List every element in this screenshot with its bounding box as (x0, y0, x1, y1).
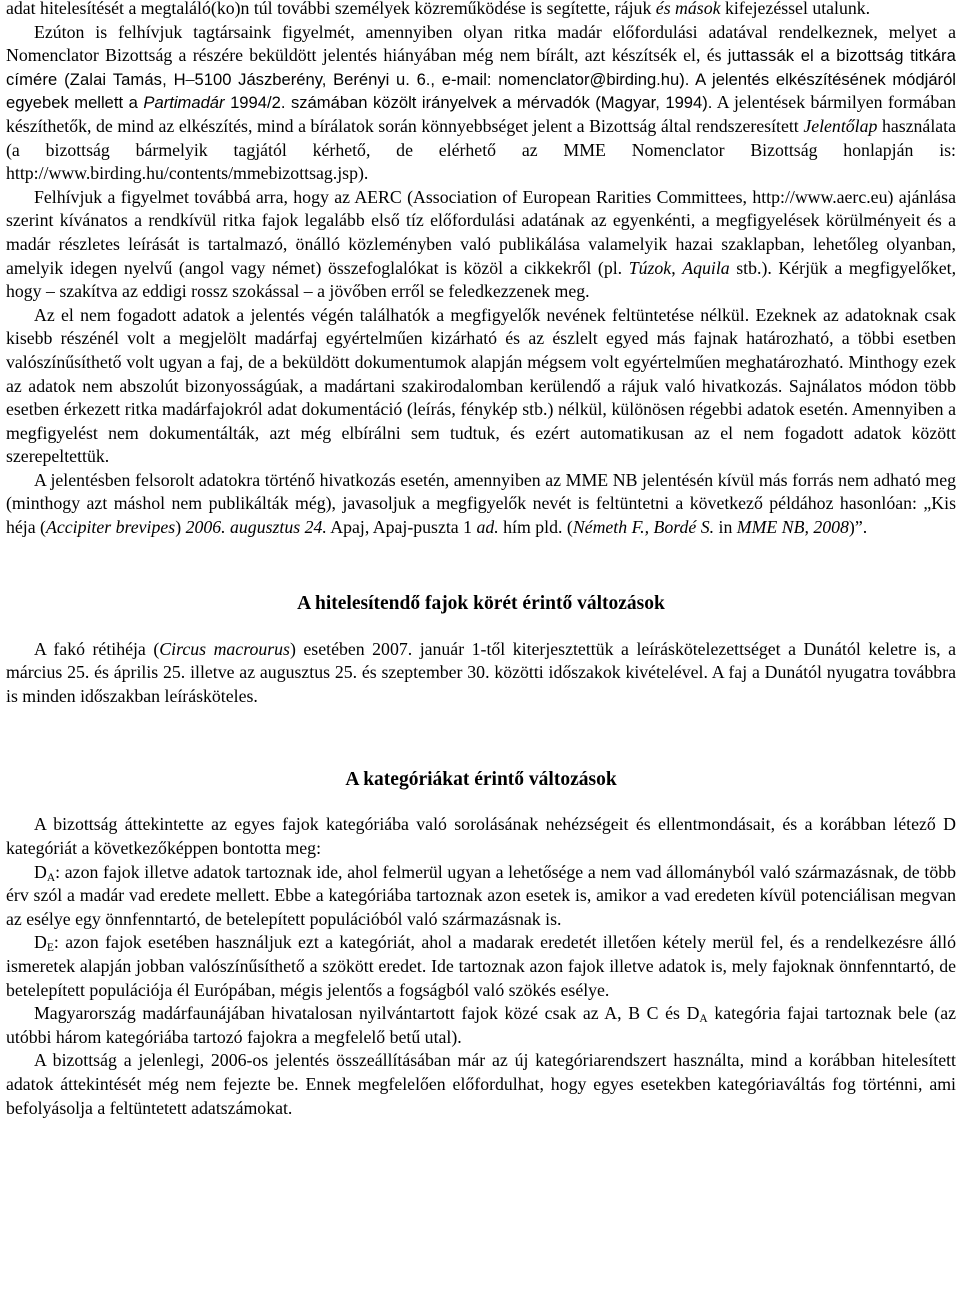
text-run: kifejezéssel utalunk. (720, 0, 871, 18)
italic-run: ad. (476, 517, 499, 538)
italic-run: Partimadár (143, 93, 225, 113)
text-run: A jelentések bármilyen formában készíthetők, de mind az elkészítés, mind a bírálatok során könnyebbséget jelent a Bizottság által rendszeresített (6, 92, 957, 136)
category-subscript: A (46, 871, 56, 884)
text-run: : azon fajok illetve adatok tartoznak ide, ahol felmerül ugyan a lehetősége a nem vad állományból való származásnak, de több érv szól a madár vad eredete mellett. Ebbe a kategóriába tartoznak azon esetek is, amikor a vad eredeten kívül potenciálisan megvan az esélye egy önnfenntartó, de betelepített populációból való származásnak is. (6, 861, 956, 929)
section-heading-species-changes: A hitelesítendő fajok körét érintő változások (297, 592, 665, 614)
category-letter: D (34, 861, 47, 882)
text-run: A fakó rétihéja ( (34, 638, 160, 659)
italic-run: Accipiter brevipes (45, 517, 176, 538)
text-run: in (714, 517, 737, 538)
text-run: használata (a bizottság bármelyik tagjától kérhető, de elérhető az MME Nomenclator Bizottság honlapján is: http://www.birding.hu/contents/mmebizottsag.jsp). (6, 115, 956, 184)
text-run: hím pld. ( (498, 517, 573, 538)
text-run: ) (175, 517, 186, 538)
italic-run: MME NB, 2008 (736, 517, 849, 538)
paragraph-rejected-records: Az el nem fogadott adatok a jelentés végén találhatók a megfigyelők nevének feltüntetése nélkül. Ezeknek az adatoknak csak kisebb részénél volt a megjelölt madárfaj egyértelműen kizárható és az észlelt egyed más fajnak határozható, a többi esetben valószínűsíthető volt ugyan a faj, de a beküldött dokumentumok alapján mégsem volt egyértelműen meghatározható. Minthogy ezek az adatok nem abszolút bizonyosságúak, a madártani szakirodalomban kerülendő a rájuk való hivatkozás. Sajnálatos módon több esetben érkezett ritka madárfajokról adat dokumentáció (leírás, fénykép stb.) nélkül, különösen régebbi adatok esetén. Amennyiben a megfigyelést nem dokumentálták, azt még elbírálni sem tudtuk, és ezért automatikusan az el nem fogadott adatok között szerepeltettük. (6, 304, 956, 467)
text-run: A jelentésben felsorolt adatokra történő hivatkozás esetén, amennyiben az MME NB jelentésén kívül más forrás nem adható meg (minthogy azt máshol nem publikálták még), javasoljuk a megfigyelők nevét is feltüntetni a következő példához hasonlóan: „Kis héja ( (6, 469, 956, 538)
text-run: , (671, 257, 683, 278)
text-run: kategória fajai tartoznak bele (az utóbbi három kategóriába tartozó fajokra a megfelelő betű utal). (6, 1003, 957, 1047)
paragraph-category-da (6, 861, 956, 932)
paragraph-category-review: A bizottság áttekintette az egyes fajok kategóriába való sorolásának nehézségeit és ellentmondásait, és a korábban létező D kategóriát a következőképpen bontotta meg: (6, 814, 956, 859)
text-run: Magyarország madárfaunájában hivatalosan nyilvántartott fajok közé csak az A, B C és D (34, 1003, 700, 1024)
italic-run: Jelentőlap (803, 115, 878, 136)
text-run: 5100 Jászberény, Berényi u. 6., e-mail: nomenclator@birding.hu). A jelentés elkészítésének módjáról egyebek mellett a (6, 69, 956, 113)
section-heading-category-changes: A kategóriákat érintő változások (345, 769, 617, 791)
italic-run: Túzok (628, 257, 672, 278)
paragraph-pallid-harrier (6, 638, 956, 709)
italic-run: 2006. augusztus 24. (185, 517, 327, 538)
text-run: )”. (848, 517, 868, 538)
paragraph-call-to-members (6, 21, 956, 186)
text-run: Apaj, Apaj-puszta 1 (326, 517, 477, 538)
text-run: – (185, 68, 195, 89)
category-letter: D (34, 932, 47, 953)
paragraph-aerc-recommendation (6, 186, 956, 304)
text-run: : azon fajok esetében használjuk ezt a kategóriát, ahol a madarak eredetét illetően kétely merül fel, és a rendelkezésre álló ismeretek alapján jobban valószínűsíthető a szökött eredet. Ide tartoznak azon fajok illetve adatok is, mely fajoknak önnfenntartó, de betelepített populációja él Európában, mégis jelentős a fogságból való szökés esélye. (6, 932, 956, 1000)
category-subscript: E (46, 942, 54, 955)
document-page (6, 0, 956, 1120)
category-subscript: A (699, 1013, 708, 1026)
text-run: 1994/2. számában közölt irányelvek a mérvadók (Magyar, 1994). (224, 93, 713, 113)
italic-run: Németh F., Bordé S. (572, 517, 715, 538)
text-run: adat hitelesítését a megtaláló(ko)n túl további személyek közreműködése is segítette, rájuk (6, 0, 656, 18)
text-run: juttassák el a bizottság titkára címére (Zalai Tamás, H (6, 46, 956, 89)
paragraph-new-system-note: A bizottság a jelenlegi, 2006-os jelentés összeállításában már az új kategóriarendszert használta, mind a korábban hitelesített adatok áttekintését még nem fejezte be. Ennek megfelelően előfordulhat, hogy egyes esetekben kategóriaváltás fog történni, ami befolyásolja a feltüntetett adatszámokat. (6, 1050, 956, 1118)
paragraph-official-categories (6, 1002, 956, 1049)
italic-run: Aquila (682, 257, 730, 278)
paragraph-citation-example (6, 469, 956, 540)
text-run: Ezúton is felhívjuk tagtársaink figyelmét, amennyiben olyan ritka madár előfordulási adatával rendelkeznek, melyet a Nomenclator Bizottság a részére beküldött jelentés hiányában még nem bírált, azt készítsék el, és (6, 21, 956, 66)
italic-run: Circus macrourus (159, 638, 290, 659)
text-run: ) esetében 2007. január 1-től kiterjesztettük a leíráskötelezettséget a Dunától keletre is, a március 25. és április 25. illetve az augusztus 25. és szeptember 30. közötti időszakok kivételével. A faj a Dunától nyugatra továbbra is minden időszakban leírásköteles. (6, 638, 956, 706)
text-run: Felhívjuk a figyelmet továbbá arra, hogy az AERC (Association of European Rarities Committees, http://www.aerc.eu) ajánlása szerint kívánatos a rendkívül ritka fajok legalább első tíz előfordulási adatának az egyenkénti, a megfigyelések körülményeit és a madár részletes leírását is tartalmazó, önálló közleményben való publikálása valamelyik hazai szaklapban, lehetőleg olyanban, amelyik idegen nyelvű (angol vagy német) összefoglalókat is közöl a cikkekről (pl. (6, 186, 956, 278)
paragraph-category-de (6, 931, 956, 1002)
text-run: stb.). Kérjük a megfigyelőket, hogy – szakítva az eddigi rossz szokással – a jövőben erről se feledkezzenek meg. (6, 257, 957, 302)
italic-run: és mások (655, 0, 721, 18)
paragraph-intro-continued (6, 0, 956, 21)
